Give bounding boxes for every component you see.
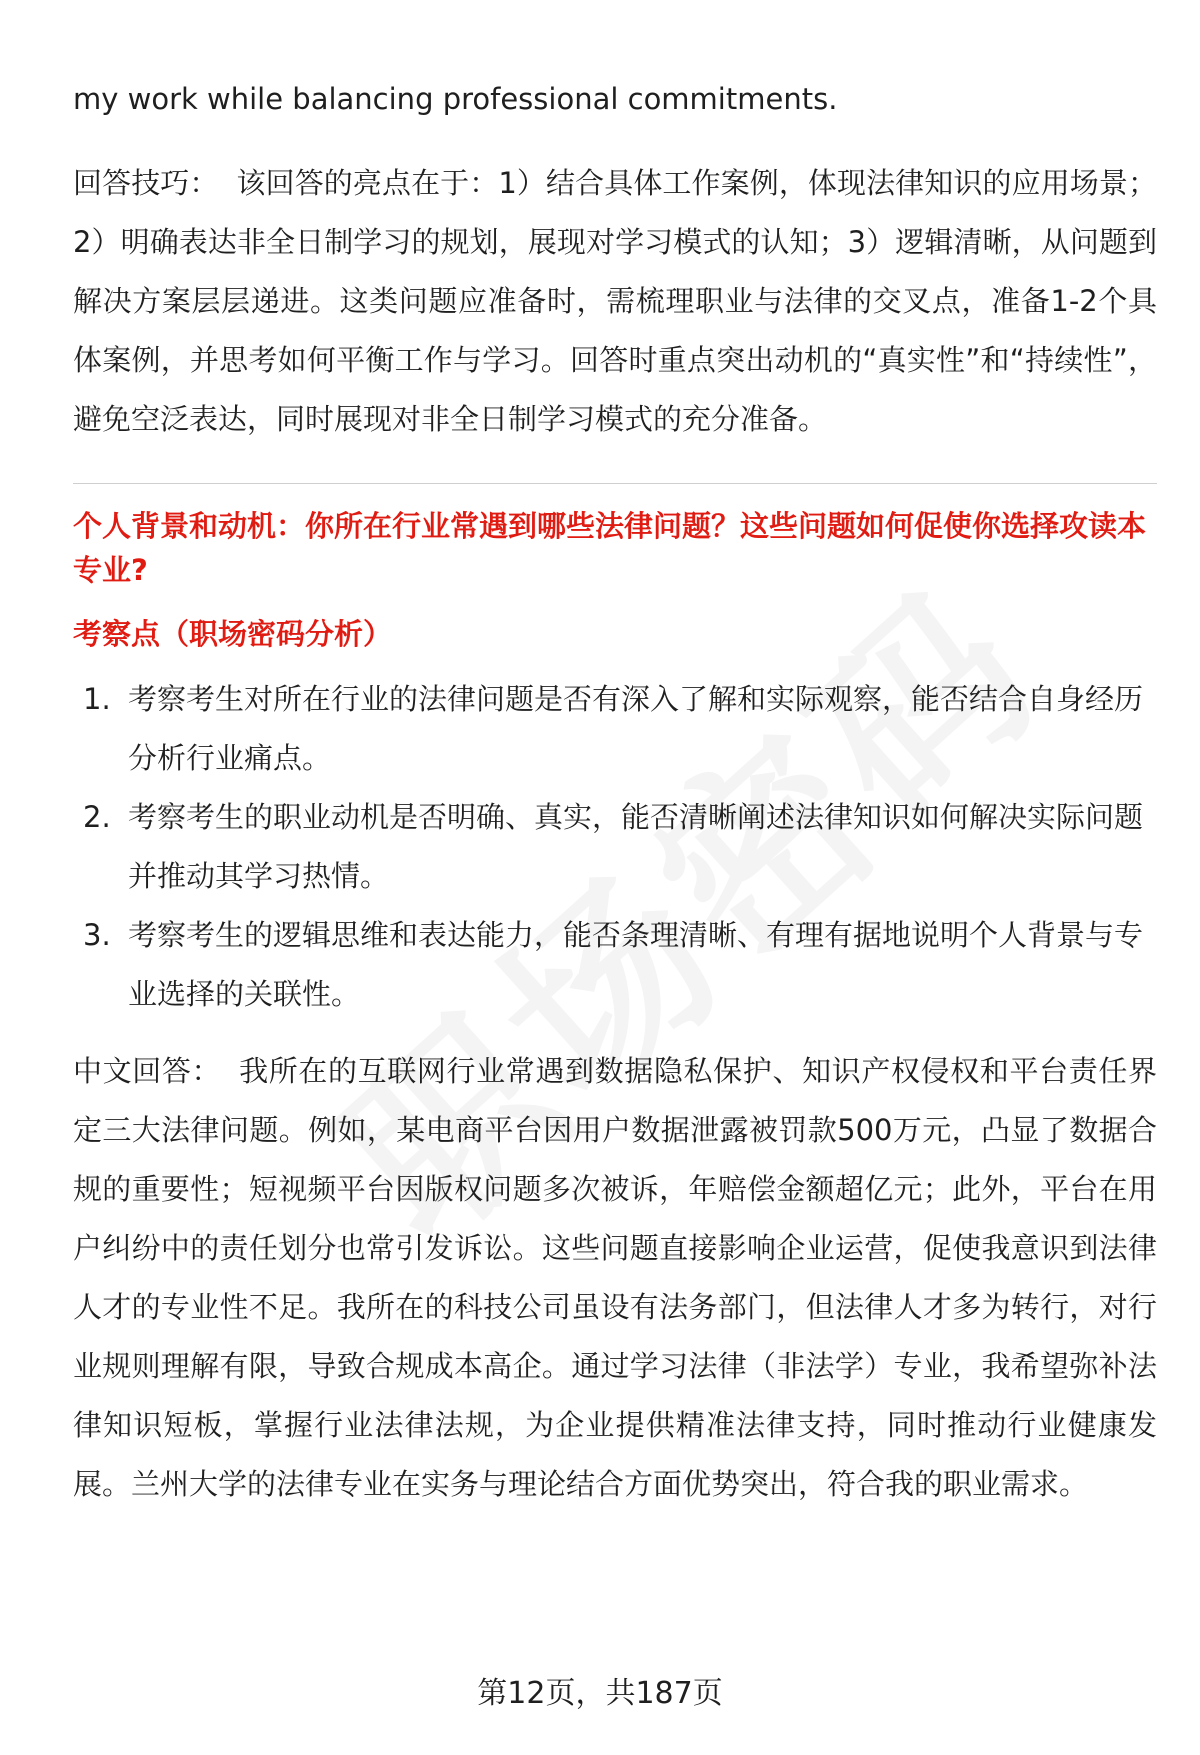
list-item-number: 3.: [83, 918, 111, 952]
section-divider: [73, 483, 1157, 484]
list-item: [73, 906, 1157, 1024]
assessment-points-title: 考察点（职场密码分析）: [73, 617, 393, 651]
list-item: [73, 670, 1157, 788]
answer-tip-paragraph: [73, 154, 1157, 449]
chinese-answer-text: 我所在的互联网行业常遇到数据隐私保护、知识产权侵权和平台责任界定三大法律问题。例如，某电商平台因用户数据泄露被罚款500万元，凸显了数据合规的重要性；短视频平台因版权问题多次被诉，年赔偿金额超亿元；此外，平台在用户纠纷中的责任划分也常引发诉讼。这些问题直接影响企业运营，促使我意识到法律人才的专业性不足。我所在的科技公司虽设有法务部门，但法律人才多为转行，对行业规则理解有限，导致合规成本高企。通过学习法律（非法学）专业，我希望弥补法律知识短板，掌握行业法律法规，为企业提供精准法律支持，同时推动行业健康发展。兰州大学的法律专业在实务与理论结合方面优势突出，符合我的职业需求。: [73, 1054, 1157, 1501]
answer-tip-text: 该回答的亮点在于：1）结合具体工作案例，体现法律知识的应用场景；2）明确表达非全日制学习的规划，展现对学习模式的认知；3）逻辑清晰，从问题到解决方案层层递进。这类问题应准备时，需梳理职业与法律的交叉点，准备1-2个具体案例，并思考如何平衡工作与学习。回答时重点突出动机的“真实性”和“持续性”，避免空泛表达，同时展现对非全日制学习模式的充分准备。: [73, 166, 1157, 436]
list-item-text: 考察考生对所在行业的法律问题是否有深入了解和实际观察，能否结合自身经历分析行业痛点。: [128, 682, 1144, 775]
intro-line: my work while balancing professional commitments.: [73, 82, 838, 116]
question-heading: 个人背景和动机：你所在行业常遇到哪些法律问题？这些问题如何促使你选择攻读本专业?: [73, 509, 1147, 587]
list-item-number: 2.: [83, 800, 111, 834]
list-item-text: 考察考生的逻辑思维和表达能力，能否条理清晰、有理有据地说明个人背景与专业选择的关联性。: [128, 918, 1144, 1011]
list-item: [73, 788, 1157, 906]
document-body: [73, 70, 1157, 1514]
assessment-points-list: [73, 670, 1157, 1024]
answer-tip-label: 回答技巧：: [73, 166, 219, 200]
page-number-footer: 第12页，共187页: [477, 1676, 723, 1711]
list-item-text: 考察考生的职业动机是否明确、真实，能否清晰阐述法律知识如何解决实际问题并推动其学习热情。: [128, 800, 1144, 893]
chinese-answer-label: 中文回答：: [73, 1054, 222, 1088]
list-item-number: 1.: [83, 682, 111, 716]
chinese-answer-paragraph: [73, 1042, 1157, 1514]
